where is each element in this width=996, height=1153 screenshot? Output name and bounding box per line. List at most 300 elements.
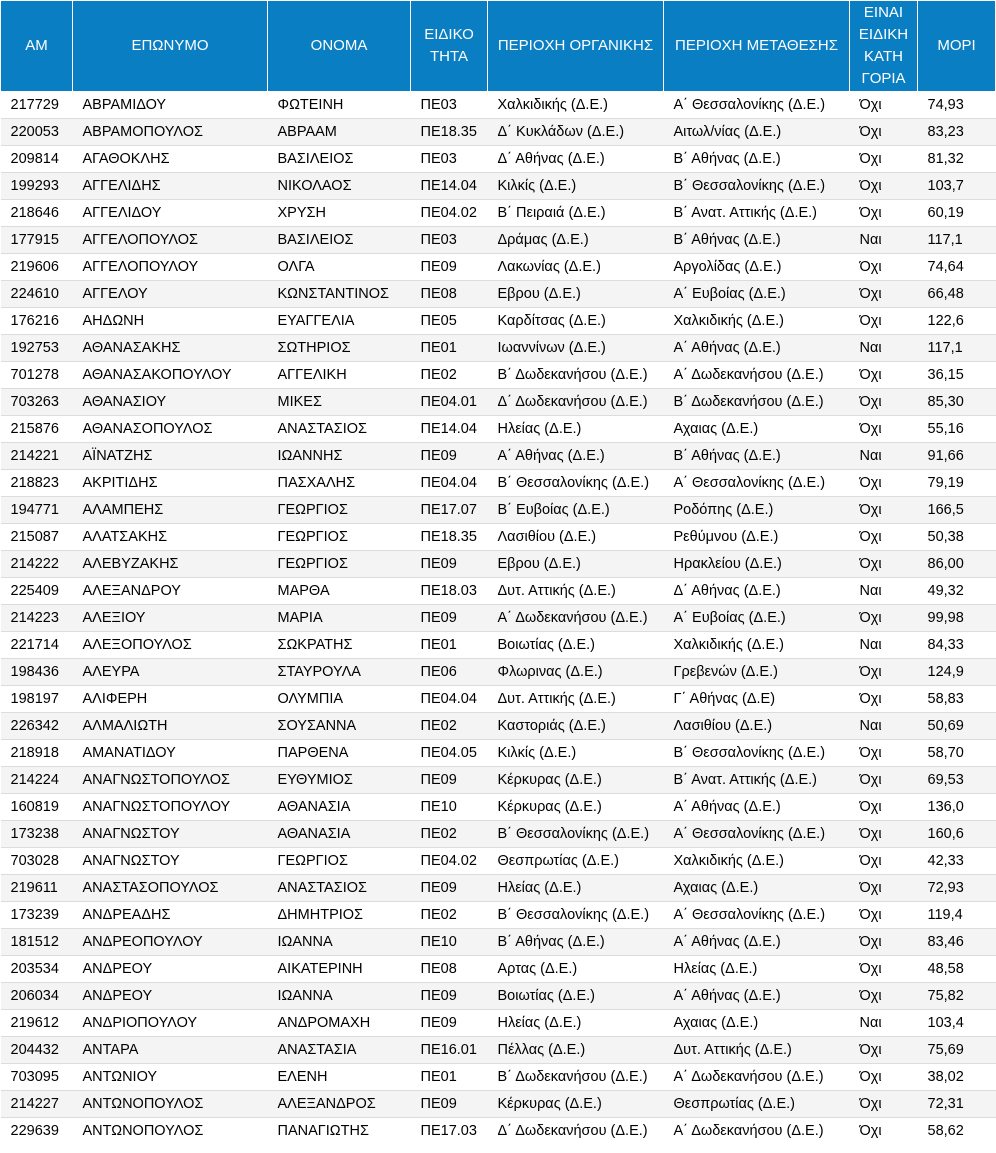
transfer-area-cell: Β΄ Ανατ. Αττικής (Δ.Ε.) [664, 767, 850, 794]
name-cell: ΧΡΥΣΗ [268, 200, 411, 227]
organic-area-cell: Δυτ. Αττικής (Δ.Ε.) [488, 578, 664, 605]
specialty-cell: ΠΕ09 [411, 875, 488, 902]
am-cell: 192753 [1, 335, 73, 362]
am-cell: 226342 [1, 713, 73, 740]
name-cell: ΜΑΡΙΑ [268, 605, 411, 632]
name-cell: ΜΙΚΕΣ [268, 389, 411, 416]
name-cell: ΠΑΡΘΕΝΑ [268, 740, 411, 767]
surname-cell: ΑΪΝΑΤΖΗΣ [73, 443, 268, 470]
organic-area-cell: Πέλλας (Δ.Ε.) [488, 1037, 664, 1064]
transfer-area-cell: Α΄ Δωδεκανήσου (Δ.Ε.) [664, 362, 850, 389]
surname-cell: ΑΝΔΡΕΟΠΟΥΛΟΥ [73, 929, 268, 956]
name-cell: ΑΝΑΣΤΑΣΙΟΣ [268, 416, 411, 443]
transfer-area-cell: Χαλκιδικής (Δ.Ε.) [664, 848, 850, 875]
am-cell: 218918 [1, 740, 73, 767]
am-cell: 218823 [1, 470, 73, 497]
special-category-cell: Όχι [850, 362, 918, 389]
name-cell: ΒΑΣΙΛΕΙΟΣ [268, 227, 411, 254]
table-row[interactable] [1, 794, 996, 821]
points-cell: 72,31 [918, 1091, 996, 1118]
points-cell: 74,93 [918, 92, 996, 119]
organic-area-cell: Ηλείας (Δ.Ε.) [488, 1010, 664, 1037]
special-category-cell: Όχι [850, 524, 918, 551]
organic-area-cell: Δ΄ Αθήνας (Δ.Ε.) [488, 146, 664, 173]
transfer-area-cell: Αχαιας (Δ.Ε.) [664, 875, 850, 902]
special-category-cell: Όχι [850, 497, 918, 524]
am-cell: 214221 [1, 443, 73, 470]
points-cell: 38,02 [918, 1064, 996, 1091]
am-cell: 214224 [1, 767, 73, 794]
transfer-area-cell: Γρεβενών (Δ.Ε.) [664, 659, 850, 686]
organic-area-cell: Β΄ Αθήνας (Δ.Ε.) [488, 929, 664, 956]
name-cell: ΠΑΝΑΓΙΩΤΗΣ [268, 1118, 411, 1145]
specialty-cell: ΠΕ02 [411, 713, 488, 740]
organic-area-cell: Δράμας (Δ.Ε.) [488, 227, 664, 254]
table-row[interactable] [1, 983, 996, 1010]
specialty-cell: ΠΕ02 [411, 821, 488, 848]
surname-cell: ΑΛΕΞΑΝΔΡΟΥ [73, 578, 268, 605]
am-cell: 181512 [1, 929, 73, 956]
organic-area-cell: Λακωνίας (Δ.Ε.) [488, 254, 664, 281]
specialty-cell: ΠΕ09 [411, 605, 488, 632]
specialty-cell: ΠΕ02 [411, 362, 488, 389]
points-cell: 74,64 [918, 254, 996, 281]
header-am[interactable]: ΑΜ [1, 1, 73, 92]
name-cell: ΠΑΣΧΑΛΗΣ [268, 470, 411, 497]
points-cell: 103,7 [918, 173, 996, 200]
special-category-cell: Όχι [850, 902, 918, 929]
transfer-area-cell: Χαλκιδικής (Δ.Ε.) [664, 308, 850, 335]
surname-cell: ΑΘΑΝΑΣΟΠΟΥΛΟΣ [73, 416, 268, 443]
table-row[interactable] [1, 119, 996, 146]
organic-area-cell: Δ΄ Κυκλάδων (Δ.Ε.) [488, 119, 664, 146]
transfer-area-cell: Α΄ Αθήνας (Δ.Ε.) [664, 929, 850, 956]
transfer-area-cell: Αχαιας (Δ.Ε.) [664, 1010, 850, 1037]
table-row[interactable] [1, 578, 996, 605]
surname-cell: ΑΝΤΑΡΑ [73, 1037, 268, 1064]
points-cell: 84,33 [918, 632, 996, 659]
transfer-area-cell: Β΄ Θεσσαλονίκης (Δ.Ε.) [664, 173, 850, 200]
points-cell: 75,69 [918, 1037, 996, 1064]
organic-area-cell: Β΄ Ευβοίας (Δ.Ε.) [488, 497, 664, 524]
specialty-cell: ΠΕ09 [411, 767, 488, 794]
points-cell: 69,53 [918, 767, 996, 794]
points-cell: 117,1 [918, 227, 996, 254]
special-category-cell: Όχι [850, 875, 918, 902]
organic-area-cell: Κιλκίς (Δ.Ε.) [488, 740, 664, 767]
points-cell: 42,33 [918, 848, 996, 875]
transfer-area-cell: Δ΄ Αθήνας (Δ.Ε.) [664, 578, 850, 605]
table-row[interactable] [1, 335, 996, 362]
specialty-cell: ΠΕ01 [411, 632, 488, 659]
am-cell: 703028 [1, 848, 73, 875]
am-cell: 215876 [1, 416, 73, 443]
name-cell: ΟΛΥΜΠΙΑ [268, 686, 411, 713]
surname-cell: ΑΝΔΡΕΟΥ [73, 956, 268, 983]
organic-area-cell: Δ΄ Δωδεκανήσου (Δ.Ε.) [488, 389, 664, 416]
specialty-cell: ΠΕ01 [411, 1064, 488, 1091]
organic-area-cell: Φλωρινας (Δ.Ε.) [488, 659, 664, 686]
transfer-area-cell: Α΄ Αθήνας (Δ.Ε.) [664, 794, 850, 821]
points-cell: 48,58 [918, 956, 996, 983]
name-cell: ΟΛΓΑ [268, 254, 411, 281]
organic-area-cell: Β΄ Θεσσαλονίκης (Δ.Ε.) [488, 821, 664, 848]
table-row[interactable] [1, 308, 996, 335]
surname-cell: ΑΝΔΡΙΟΠΟΥΛΟΥ [73, 1010, 268, 1037]
transfer-area-cell: Β΄ Ανατ. Αττικής (Δ.Ε.) [664, 200, 850, 227]
am-cell: 220053 [1, 119, 73, 146]
organic-area-cell: Εβρου (Δ.Ε.) [488, 551, 664, 578]
special-category-cell: Όχι [850, 146, 918, 173]
transfer-area-cell: Α΄ Αθήνας (Δ.Ε.) [664, 335, 850, 362]
transfer-area-cell: Αιτωλ/νίας (Δ.Ε.) [664, 119, 850, 146]
points-cell: 72,93 [918, 875, 996, 902]
surname-cell: ΑΘΑΝΑΣΑΚΗΣ [73, 335, 268, 362]
transfer-area-cell: Α΄ Δωδεκανήσου (Δ.Ε.) [664, 1064, 850, 1091]
name-cell: ΕΥΘΥΜΙΟΣ [268, 767, 411, 794]
special-category-cell: Όχι [850, 308, 918, 335]
table-row[interactable] [1, 470, 996, 497]
special-category-cell: Όχι [850, 200, 918, 227]
surname-cell: ΑΛΜΑΛΙΩΤΗ [73, 713, 268, 740]
header-surname[interactable]: ΕΠΩΝΥΜΟ [73, 1, 268, 92]
organic-area-cell: Χαλκιδικής (Δ.Ε.) [488, 92, 664, 119]
specialty-cell: ΠΕ10 [411, 929, 488, 956]
table-row[interactable] [1, 254, 996, 281]
table-row[interactable] [1, 1037, 996, 1064]
table-row[interactable] [1, 929, 996, 956]
table-row[interactable] [1, 821, 996, 848]
name-cell: ΑΝΔΡΟΜΑΧΗ [268, 1010, 411, 1037]
specialty-cell: ΠΕ09 [411, 983, 488, 1010]
special-category-cell: Όχι [850, 983, 918, 1010]
transfer-area-cell: Β΄ Δωδεκανήσου (Δ.Ε.) [664, 389, 850, 416]
points-cell: 166,5 [918, 497, 996, 524]
transfer-area-cell: Α΄ Ευβοίας (Δ.Ε.) [664, 605, 850, 632]
table-body [1, 92, 996, 1145]
special-category-cell: Όχι [850, 929, 918, 956]
transfer-area-cell: Α΄ Θεσσαλονίκης (Δ.Ε.) [664, 821, 850, 848]
name-cell: ΑΛΕΞΑΝΔΡΟΣ [268, 1091, 411, 1118]
specialty-cell: ΠΕ18.03 [411, 578, 488, 605]
specialty-cell: ΠΕ17.07 [411, 497, 488, 524]
specialty-cell: ΠΕ17.03 [411, 1118, 488, 1145]
name-cell: ΑΓΓΕΛΙΚΗ [268, 362, 411, 389]
specialty-cell: ΠΕ08 [411, 281, 488, 308]
organic-area-cell: Λασιθίου (Δ.Ε.) [488, 524, 664, 551]
special-category-cell: Όχι [850, 551, 918, 578]
am-cell: 194771 [1, 497, 73, 524]
surname-cell: ΑΚΡΙΤΙΔΗΣ [73, 470, 268, 497]
am-cell: 173238 [1, 821, 73, 848]
special-category-cell: Ναι [850, 227, 918, 254]
header-points[interactable]: ΜΟΡΙ [918, 1, 996, 92]
special-category-cell: Ναι [850, 443, 918, 470]
special-category-cell: Όχι [850, 1091, 918, 1118]
table-row[interactable] [1, 605, 996, 632]
specialty-cell: ΠΕ04.01 [411, 389, 488, 416]
am-cell: 225409 [1, 578, 73, 605]
specialty-cell: ΠΕ04.04 [411, 470, 488, 497]
transfer-area-cell: Α΄ Θεσσαλονίκης (Δ.Ε.) [664, 92, 850, 119]
table-row[interactable] [1, 848, 996, 875]
surname-cell: ΑΒΡΑΜΟΠΟΥΛΟΣ [73, 119, 268, 146]
points-cell: 99,98 [918, 605, 996, 632]
transfer-area-cell: Θεσπρωτίας (Δ.Ε.) [664, 1091, 850, 1118]
transfer-area-cell: Δυτ. Αττικής (Δ.Ε.) [664, 1037, 850, 1064]
am-cell: 218646 [1, 200, 73, 227]
specialty-cell: ΠΕ05 [411, 308, 488, 335]
special-category-cell: Ναι [850, 335, 918, 362]
surname-cell: ΑΘΑΝΑΣΑΚΟΠΟΥΛΟΥ [73, 362, 268, 389]
table-row[interactable] [1, 632, 996, 659]
special-category-cell: Όχι [850, 92, 918, 119]
transfer-area-cell: Ηρακλείου (Δ.Ε.) [664, 551, 850, 578]
special-category-cell: Όχι [850, 956, 918, 983]
points-cell: 55,16 [918, 416, 996, 443]
table-row[interactable] [1, 146, 996, 173]
table-row[interactable] [1, 92, 996, 119]
am-cell: 198436 [1, 659, 73, 686]
specialty-cell: ΠΕ03 [411, 227, 488, 254]
special-category-cell: Ναι [850, 578, 918, 605]
specialty-cell: ΠΕ04.02 [411, 200, 488, 227]
special-category-cell: Όχι [850, 740, 918, 767]
special-category-cell: Όχι [850, 416, 918, 443]
special-category-cell: Όχι [850, 1037, 918, 1064]
table-row[interactable] [1, 524, 996, 551]
special-category-cell: Όχι [850, 1064, 918, 1091]
points-cell: 117,1 [918, 335, 996, 362]
table-row[interactable] [1, 443, 996, 470]
name-cell: ΙΩΑΝΝΗΣ [268, 443, 411, 470]
points-cell: 103,4 [918, 1010, 996, 1037]
transfer-area-cell: Ρεθύμνου (Δ.Ε.) [664, 524, 850, 551]
surname-cell: ΑΜΑΝΑΤΙΔΟΥ [73, 740, 268, 767]
name-cell: ΑΝΑΣΤΑΣΙΑ [268, 1037, 411, 1064]
header-name[interactable]: ΟΝΟΜΑ [268, 1, 411, 92]
organic-area-cell: Καστοριάς (Δ.Ε.) [488, 713, 664, 740]
organic-area-cell: Β΄ Δωδεκανήσου (Δ.Ε.) [488, 1064, 664, 1091]
name-cell: ΕΛΕΝΗ [268, 1064, 411, 1091]
surname-cell: ΑΓΓΕΛΟΠΟΥΛΟΥ [73, 254, 268, 281]
specialty-cell: ΠΕ04.05 [411, 740, 488, 767]
special-category-cell: Όχι [850, 254, 918, 281]
table-row[interactable] [1, 416, 996, 443]
table-row[interactable] [1, 281, 996, 308]
transfer-area-cell: Β΄ Αθήνας (Δ.Ε.) [664, 443, 850, 470]
surname-cell: ΑΝΑΓΝΩΣΤΟΥ [73, 848, 268, 875]
transfer-area-cell: Α΄ Θεσσαλονίκης (Δ.Ε.) [664, 902, 850, 929]
surname-cell: ΑΓΓΕΛΟΠΟΥΛΟΣ [73, 227, 268, 254]
table-row[interactable] [1, 659, 996, 686]
organic-area-cell: Ηλείας (Δ.Ε.) [488, 875, 664, 902]
am-cell: 215087 [1, 524, 73, 551]
surname-cell: ΑΝΑΣΤΑΣΟΠΟΥΛΟΣ [73, 875, 268, 902]
surname-cell: ΑΝΑΓΝΩΣΤΟΥ [73, 821, 268, 848]
points-cell: 81,32 [918, 146, 996, 173]
transfer-area-cell: Α΄ Θεσσαλονίκης (Δ.Ε.) [664, 470, 850, 497]
organic-area-cell: Εβρου (Δ.Ε.) [488, 281, 664, 308]
specialty-cell: ΠΕ04.04 [411, 686, 488, 713]
transfer-area-cell: Ροδόπης (Δ.Ε.) [664, 497, 850, 524]
am-cell: 209814 [1, 146, 73, 173]
transfer-area-cell: Α΄ Δωδεκανήσου (Δ.Ε.) [664, 1118, 850, 1145]
am-cell: 173239 [1, 902, 73, 929]
organic-area-cell: Β΄ Θεσσαλονίκης (Δ.Ε.) [488, 470, 664, 497]
specialty-cell: ΠΕ08 [411, 956, 488, 983]
specialty-cell: ΠΕ04.02 [411, 848, 488, 875]
table-row[interactable] [1, 902, 996, 929]
specialty-cell: ΠΕ18.35 [411, 524, 488, 551]
table-row[interactable] [1, 767, 996, 794]
am-cell: 219612 [1, 1010, 73, 1037]
table-row[interactable] [1, 686, 996, 713]
points-cell: 85,30 [918, 389, 996, 416]
name-cell: ΑΘΑΝΑΣΙΑ [268, 794, 411, 821]
surname-cell: ΑΛΕΞΙΟΥ [73, 605, 268, 632]
transfer-area-cell: Αργολίδας (Δ.Ε.) [664, 254, 850, 281]
points-cell: 50,38 [918, 524, 996, 551]
specialty-cell: ΠΕ03 [411, 92, 488, 119]
points-cell: 58,62 [918, 1118, 996, 1145]
table-row[interactable] [1, 200, 996, 227]
surname-cell: ΑΝΤΩΝΟΠΟΥΛΟΣ [73, 1091, 268, 1118]
name-cell: ΒΑΣΙΛΕΙΟΣ [268, 146, 411, 173]
organic-area-cell: Β΄ Πειραιά (Δ.Ε.) [488, 200, 664, 227]
special-category-cell: Ναι [850, 713, 918, 740]
surname-cell: ΑΛΙΦΕΡΗ [73, 686, 268, 713]
table-row[interactable] [1, 740, 996, 767]
table-row[interactable] [1, 1010, 996, 1037]
transfer-area-cell: Αχαιας (Δ.Ε.) [664, 416, 850, 443]
surname-cell: ΑΛΑΜΠΕΗΣ [73, 497, 268, 524]
name-cell: ΣΟΥΣΑΝΝΑ [268, 713, 411, 740]
table-row[interactable] [1, 497, 996, 524]
name-cell: ΚΩΝΣΤΑΝΤΙΝΟΣ [268, 281, 411, 308]
transfer-area-cell: Β΄ Αθήνας (Δ.Ε.) [664, 146, 850, 173]
special-category-cell: Όχι [850, 281, 918, 308]
am-cell: 217729 [1, 92, 73, 119]
name-cell: ΑΘΑΝΑΣΙΑ [268, 821, 411, 848]
table-row[interactable] [1, 713, 996, 740]
surname-cell: ΑΓΑΘΟΚΛΗΣ [73, 146, 268, 173]
am-cell: 204432 [1, 1037, 73, 1064]
points-cell: 49,32 [918, 578, 996, 605]
header-special-category[interactable]: ΕΙΝΑΙ ΕΙΔΙΚΗ ΚΑΤΗ ΓΟΡΙΑ [850, 1, 918, 92]
am-cell: 214222 [1, 551, 73, 578]
surname-cell: ΑΒΡΑΜΙΔΟΥ [73, 92, 268, 119]
surname-cell: ΑΝΔΡΕΑΔΗΣ [73, 902, 268, 929]
header-organic-area[interactable]: ΠΕΡΙΟΧΗ ΟΡΓΑΝΙΚΗΣ [488, 1, 664, 92]
organic-area-cell: Α΄ Αθήνας (Δ.Ε.) [488, 443, 664, 470]
specialty-cell: ΠΕ03 [411, 146, 488, 173]
special-category-cell: Όχι [850, 173, 918, 200]
am-cell: 203534 [1, 956, 73, 983]
header-transfer-area[interactable]: ΠΕΡΙΟΧΗ ΜΕΤΑΘΕΣΗΣ [664, 1, 850, 92]
table-row[interactable] [1, 227, 996, 254]
table-row[interactable] [1, 551, 996, 578]
surname-cell: ΑΛΕΒΥΖΑΚΗΣ [73, 551, 268, 578]
surname-cell: ΑΛΕΞΟΠΟΥΛΟΣ [73, 632, 268, 659]
name-cell: ΓΕΩΡΓΙΟΣ [268, 497, 411, 524]
points-cell: 91,66 [918, 443, 996, 470]
points-cell: 79,19 [918, 470, 996, 497]
name-cell: ΝΙΚΟΛΑΟΣ [268, 173, 411, 200]
points-cell: 66,48 [918, 281, 996, 308]
points-cell: 136,0 [918, 794, 996, 821]
am-cell: 703095 [1, 1064, 73, 1091]
special-category-cell: Όχι [850, 119, 918, 146]
organic-area-cell: Ιωαννίνων (Δ.Ε.) [488, 335, 664, 362]
organic-area-cell: Ηλείας (Δ.Ε.) [488, 416, 664, 443]
organic-area-cell: Θεσπρωτίας (Δ.Ε.) [488, 848, 664, 875]
points-cell: 83,46 [918, 929, 996, 956]
table-row[interactable] [1, 362, 996, 389]
special-category-cell: Όχι [850, 605, 918, 632]
am-cell: 701278 [1, 362, 73, 389]
surname-cell: ΑΝΑΓΝΩΣΤΟΠΟΥΛΟΣ [73, 767, 268, 794]
points-cell: 124,9 [918, 659, 996, 686]
specialty-cell: ΠΕ09 [411, 551, 488, 578]
surname-cell: ΑΓΓΕΛΟΥ [73, 281, 268, 308]
am-cell: 214227 [1, 1091, 73, 1118]
surname-cell: ΑΝΔΡΕΟΥ [73, 983, 268, 1010]
table-row[interactable] [1, 389, 996, 416]
table-row[interactable] [1, 1091, 996, 1118]
organic-area-cell: Καρδίτσας (Δ.Ε.) [488, 308, 664, 335]
specialty-cell: ΠΕ02 [411, 902, 488, 929]
transfer-area-cell: Ηλείας (Δ.Ε.) [664, 956, 850, 983]
am-cell: 219611 [1, 875, 73, 902]
table-row[interactable] [1, 1064, 996, 1091]
special-category-cell: Όχι [850, 686, 918, 713]
special-category-cell: Όχι [850, 470, 918, 497]
organic-area-cell: Κιλκίς (Δ.Ε.) [488, 173, 664, 200]
table-row[interactable] [1, 875, 996, 902]
surname-cell: ΑΛΑΤΣΑΚΗΣ [73, 524, 268, 551]
specialty-cell: ΠΕ09 [411, 1010, 488, 1037]
table-row[interactable] [1, 173, 996, 200]
specialty-cell: ΠΕ01 [411, 335, 488, 362]
am-cell: 224610 [1, 281, 73, 308]
table-row[interactable] [1, 956, 996, 983]
name-cell: ΦΩΤΕΙΝΗ [268, 92, 411, 119]
am-cell: 219606 [1, 254, 73, 281]
header-specialty[interactable]: ΕΙΔΙΚΟ ΤΗΤΑ [411, 1, 488, 92]
transfer-area-cell: Α΄ Ευβοίας (Δ.Ε.) [664, 281, 850, 308]
specialty-cell: ΠΕ14.04 [411, 173, 488, 200]
table-row[interactable] [1, 1118, 996, 1145]
points-cell: 119,4 [918, 902, 996, 929]
specialty-cell: ΠΕ06 [411, 659, 488, 686]
am-cell: 199293 [1, 173, 73, 200]
organic-area-cell: Κέρκυρας (Δ.Ε.) [488, 767, 664, 794]
points-cell: 58,83 [918, 686, 996, 713]
organic-area-cell: Αρτας (Δ.Ε.) [488, 956, 664, 983]
am-cell: 177915 [1, 227, 73, 254]
points-cell: 122,6 [918, 308, 996, 335]
organic-area-cell: Β΄ Δωδεκανήσου (Δ.Ε.) [488, 362, 664, 389]
am-cell: 160819 [1, 794, 73, 821]
transfer-area-cell: Χαλκιδικής (Δ.Ε.) [664, 632, 850, 659]
am-cell: 198197 [1, 686, 73, 713]
am-cell: 221714 [1, 632, 73, 659]
surname-cell: ΑΝΤΩΝΙΟΥ [73, 1064, 268, 1091]
special-category-cell: Ναι [850, 1010, 918, 1037]
specialty-cell: ΠΕ09 [411, 443, 488, 470]
points-cell: 50,69 [918, 713, 996, 740]
